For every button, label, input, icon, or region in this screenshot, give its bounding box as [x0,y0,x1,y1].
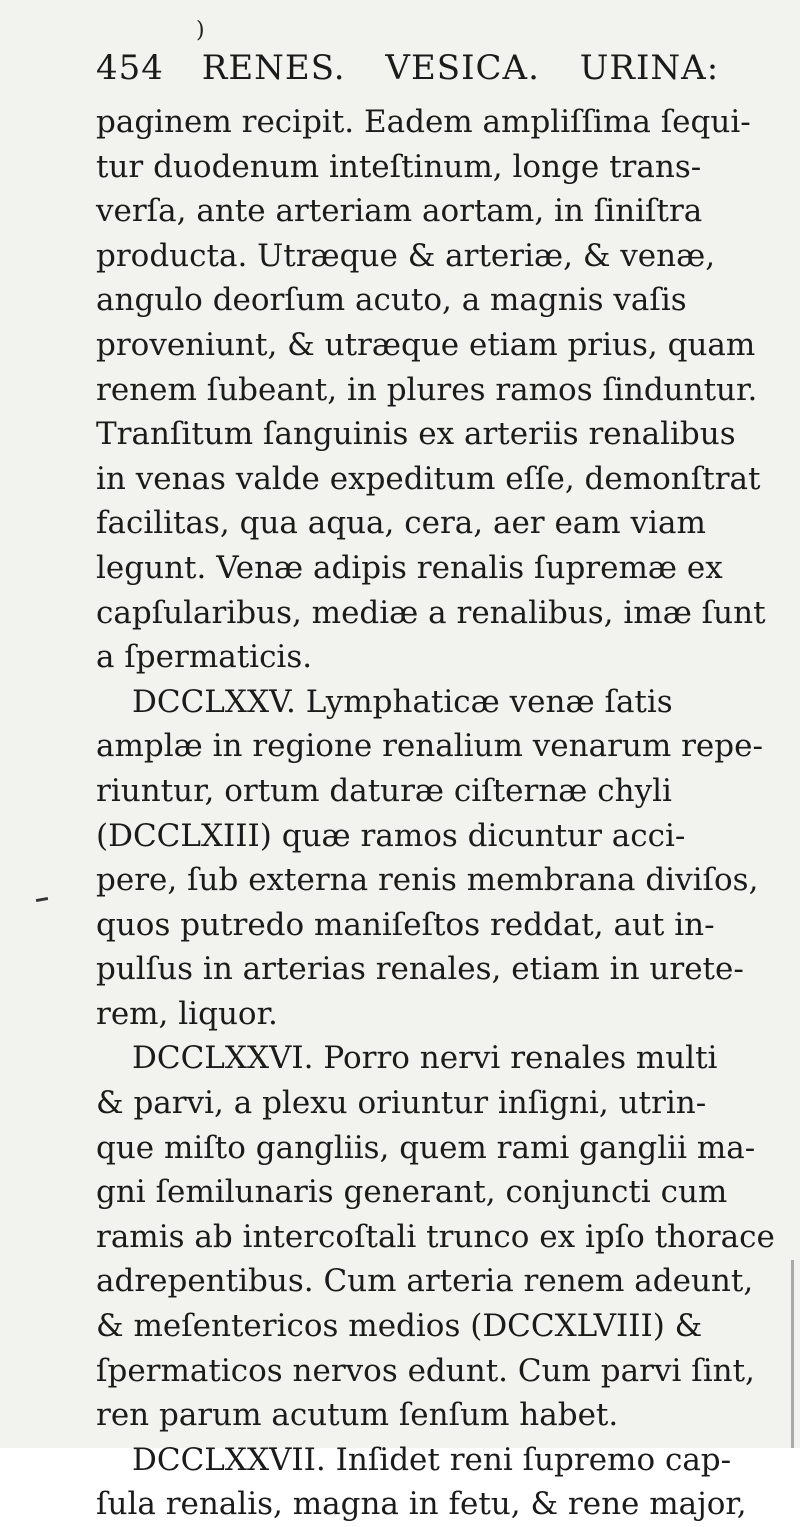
text-line: (DCCLXIII) quæ ramos dicuntur acci- [96,817,686,854]
page-number: 454 [96,48,164,88]
text-line: facilitas, qua aqua, cera, aer eam viam [96,505,706,542]
text-line: adrepentibus. Cum arteria renem adeunt, [96,1263,754,1300]
text-line: a ſpermaticis. [96,639,313,676]
running-title-urina: URINA: [579,48,720,88]
text-line: capſularibus, mediæ a renalibus, imæ ſunt [96,594,766,631]
text-line: proveniunt, & utræque etiam prius, quam [96,326,756,363]
margin-mark [36,897,48,902]
text-line: amplæ in regione renalium venarum repe- [96,728,763,765]
text-line: ſpermaticos nervos edunt. Cum parvi ſint, [96,1352,755,1389]
text-line: ſula renalis, magna in fetu, & rene major, [96,1486,747,1523]
text-line: ren parum acutum ſenſum habet. [96,1397,619,1434]
text-line: Tranſitum ſanguinis ex arteriis renalibus [96,416,736,453]
section-heading-line: DCCLXXVI. Porro nervi renales multi [132,1040,718,1077]
text-line: riuntur, ortum daturæ ciſternæ chyli [96,772,672,809]
text-line: legunt. Venæ adipis renalis ſupremæ ex [96,549,723,586]
running-header [96,48,747,88]
text-line: producta. Utræque & arteriæ, & venæ, [96,237,716,274]
running-title-renes: RENES. [201,48,346,88]
text-line: & parvi, a plexu oriuntur inſigni, utrin- [96,1085,707,1122]
page-edge-shadow [791,1260,794,1448]
text-line: verſa, ante arteriam aortam, in ſiniſtra [96,193,703,230]
text-line: que miſto gangliis, quem rami ganglii ma- [96,1129,756,1166]
section-heading-line: DCCLXXV. Lymphaticæ venæ ſatis [132,683,673,720]
section-heading-line: DCCLXXVII. Inſidet reni ſupremo cap- [132,1441,732,1478]
text-line: in venas valde expeditum eſſe, demonſtrat [96,460,761,497]
text-line: tur duodenum inteſtinum, longe trans- [96,148,702,185]
text-line: gni ſemilunaris generant, conjuncti cum [96,1174,728,1211]
text-line: renem ſubeant, in plures ramos ſinduntur. [96,371,758,408]
text-line: pere, ſub externa renis membrana diviſos, [96,862,759,899]
text-line: quos putredo maniſeſtos reddat, aut in- [96,906,715,943]
body-text [96,100,786,1527]
text-line: & meſentericos medios (DCCXLVIII) & [96,1308,703,1345]
text-line: pulſus in arterias renales, etiam in urete- [96,951,744,988]
running-title-vesica: VESICA. [385,48,540,88]
text-line: ramis ab intercoſtali trunco ex ipſo thorace [96,1218,775,1255]
top-mark: ) [196,18,205,43]
text-line: paginem recipit. Eadem ampliſſima ſequi- [96,104,751,140]
text-line: rem, liquor. [96,995,278,1032]
text-line: angulo deorſum acuto, a magnis vaſis [96,282,687,319]
